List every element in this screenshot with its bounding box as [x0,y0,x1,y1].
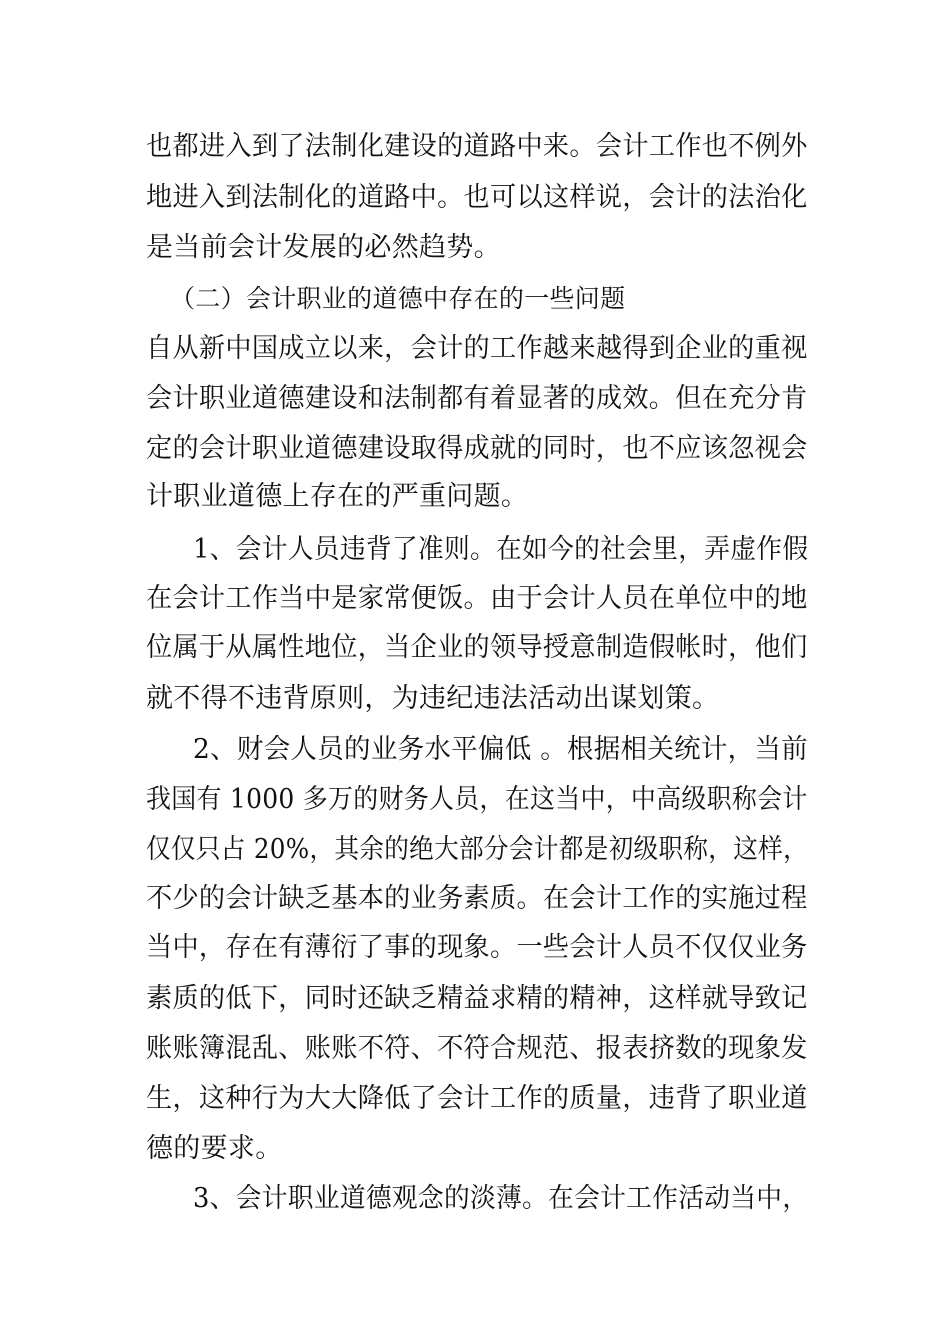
text-line: 就不得不违背原则，为违纪违法活动出谋划策。 [146,683,720,714]
text-line: 素质的低下，同时还缺乏精益求精的精神，这样就导致记 [146,983,808,1014]
section-heading: （二）会计职业的道德中存在的一些问题 [170,284,626,313]
text-line: 也都进入到了法制化建设的道路中来。会计工作也不例外 [146,131,808,162]
text-line: 当中，存在有薄衍了事的现象。一些会计人员不仅仅业务 [146,932,808,963]
text-line: 不少的会计缺乏基本的业务素质。在会计工作的实施过程 [146,883,808,914]
text-line: 自从新中国成立以来，会计的工作越来越得到企业的重视 [146,333,808,364]
text-line: 地进入到法制化的道路中。也可以这样说，会计的法治化 [146,182,808,213]
text-line: 定的会计职业道德建设取得成就的同时，也不应该忽视会 [146,433,808,464]
text-line: 会计职业道德建设和法制都有着显著的成效。但在充分肯 [146,383,808,414]
text-line: 生，这种行为大大降低了会计工作的质量，违背了职业道 [146,1083,808,1114]
text-line: 是当前会计发展的必然趋势。 [146,232,501,263]
text-line: 账账簿混乱、账账不符、不符合规范、报表挤数的现象发 [146,1033,808,1064]
paragraph-start-line: 3、会计职业道德观念的淡薄。在会计工作活动当中， [193,1183,809,1214]
text-line: 仅仅只占 20%，其余的绝大部分会计都是初级职称，这样， [146,834,808,865]
paragraph-start-line: 2、财会人员的业务水平偏低 。根据相关统计，当前 [193,734,808,765]
text-line: 德的要求。 [146,1133,283,1164]
text-line: 位属于从属性地位，当企业的领导授意制造假帐时，他们 [146,632,808,663]
text-line: 在会计工作当中是家常便饭。由于会计人员在单位中的地 [146,583,808,614]
text-line: 我国有 1000 多万的财务人员，在这当中，中高级职称会计 [146,784,808,815]
text-line: 计职业道德上存在的严重问题。 [146,481,529,512]
paragraph-start-line: 1、会计人员违背了准则。在如今的社会里，弄虚作假 [193,534,809,565]
